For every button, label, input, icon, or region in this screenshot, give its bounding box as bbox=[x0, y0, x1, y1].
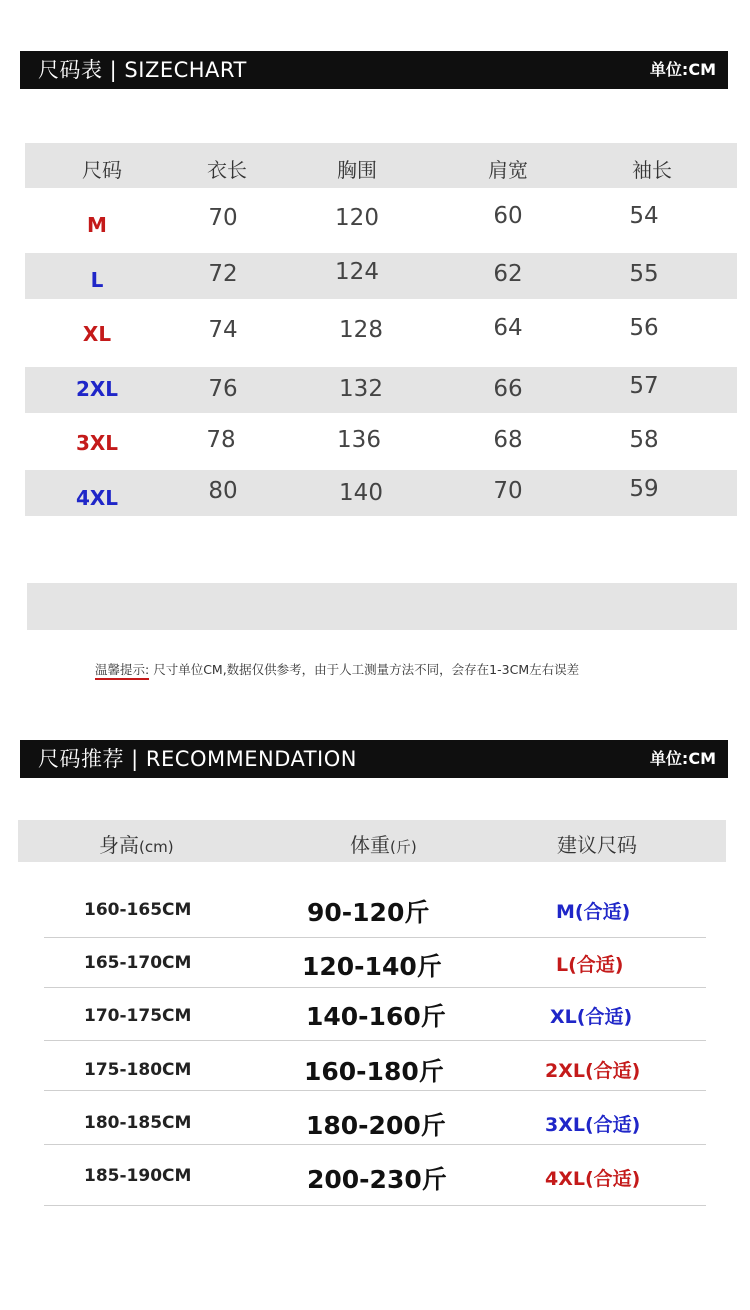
row-divider bbox=[44, 937, 706, 938]
height-range: 175-180CM bbox=[84, 1060, 192, 1080]
weight-range: 90-120斤 bbox=[307, 898, 430, 927]
height-range: 170-175CM bbox=[84, 1006, 192, 1026]
size-chart-header-bar bbox=[20, 51, 728, 89]
size-note-lead: 温馨提示: bbox=[95, 662, 149, 680]
sleeve-value: 54 bbox=[629, 203, 659, 229]
height-range: 165-170CM bbox=[84, 953, 192, 973]
header-weight-unit: (斤) bbox=[390, 838, 417, 856]
height-range: 160-165CM bbox=[84, 900, 192, 920]
recommended-size: 3XL(合适) bbox=[545, 1114, 641, 1136]
header-shoulder: 肩宽 bbox=[488, 158, 528, 182]
size-label: M bbox=[87, 213, 107, 237]
weight-range: 160-180斤 bbox=[304, 1057, 444, 1086]
recommended-size: XL(合适) bbox=[550, 1006, 633, 1028]
row-divider bbox=[44, 1090, 706, 1091]
shoulder-value: 66 bbox=[493, 376, 523, 402]
weight-range: 120-140斤 bbox=[302, 952, 442, 981]
sleeve-value: 57 bbox=[629, 373, 659, 399]
chest-value: 140 bbox=[339, 480, 383, 506]
recommended-size: M(合适) bbox=[556, 901, 631, 923]
chest-value: 128 bbox=[339, 317, 383, 343]
recommendation-unit: 单位:CM bbox=[649, 749, 716, 768]
sleeve-value: 59 bbox=[629, 476, 659, 502]
weight-range: 180-200斤 bbox=[306, 1111, 446, 1140]
size-label: 4XL bbox=[75, 486, 119, 510]
chest-value: 120 bbox=[335, 205, 379, 231]
row-divider bbox=[44, 987, 706, 988]
header-length: 衣长 bbox=[207, 158, 247, 182]
shoulder-value: 68 bbox=[493, 427, 523, 453]
length-value: 72 bbox=[208, 261, 238, 287]
shoulder-value: 64 bbox=[493, 315, 523, 341]
recommendation-header-bar bbox=[20, 740, 728, 778]
row-divider bbox=[44, 1205, 706, 1206]
chest-value: 124 bbox=[335, 259, 379, 285]
row-divider bbox=[44, 1040, 706, 1041]
length-value: 76 bbox=[208, 376, 238, 402]
chest-value: 136 bbox=[337, 427, 381, 453]
length-value: 78 bbox=[206, 427, 236, 453]
sleeve-value: 56 bbox=[629, 315, 659, 341]
size-chart-empty-row bbox=[27, 583, 737, 630]
size-label: 3XL bbox=[75, 431, 119, 455]
sleeve-value: 58 bbox=[629, 427, 659, 453]
length-value: 74 bbox=[208, 317, 238, 343]
header-size: 尺码 bbox=[82, 158, 122, 182]
length-value: 70 bbox=[208, 205, 238, 231]
recommended-size: 4XL(合适) bbox=[545, 1168, 641, 1190]
header-recommended-size: 建议尺码 bbox=[557, 833, 637, 857]
recommended-size: 2XL(合适) bbox=[545, 1060, 641, 1082]
weight-range: 200-230斤 bbox=[307, 1165, 447, 1194]
height-range: 180-185CM bbox=[84, 1113, 192, 1133]
chest-value: 132 bbox=[339, 376, 383, 402]
weight-range: 140-160斤 bbox=[306, 1002, 446, 1031]
size-label: XL bbox=[82, 322, 112, 346]
length-value: 80 bbox=[208, 478, 238, 504]
size-label: L bbox=[90, 268, 104, 292]
size-chart-title: 尺码表 | SIZECHART bbox=[38, 58, 247, 82]
header-weight-label: 体重 bbox=[350, 833, 390, 857]
header-weight bbox=[350, 829, 417, 858]
sleeve-value: 55 bbox=[629, 261, 659, 287]
size-note-text: 尺寸单位CM,数据仅供参考，由于人工测量方法不同，会存在1-3CM左右误差 bbox=[149, 662, 580, 677]
size-note bbox=[95, 660, 579, 678]
header-chest: 胸围 bbox=[337, 158, 377, 182]
height-range: 185-190CM bbox=[84, 1166, 192, 1186]
header-height-label: 身高 bbox=[99, 833, 139, 857]
shoulder-value: 60 bbox=[493, 203, 523, 229]
size-label: 2XL bbox=[75, 377, 119, 401]
header-height bbox=[99, 829, 174, 858]
recommended-size: L(合适) bbox=[556, 954, 624, 976]
header-sleeve: 袖长 bbox=[632, 158, 672, 182]
shoulder-value: 70 bbox=[493, 478, 523, 504]
shoulder-value: 62 bbox=[493, 261, 523, 287]
row-divider bbox=[44, 1144, 706, 1145]
size-chart-unit: 单位:CM bbox=[649, 60, 716, 79]
recommendation-title: 尺码推荐 | RECOMMENDATION bbox=[38, 747, 357, 771]
header-height-unit: (cm) bbox=[139, 838, 174, 856]
